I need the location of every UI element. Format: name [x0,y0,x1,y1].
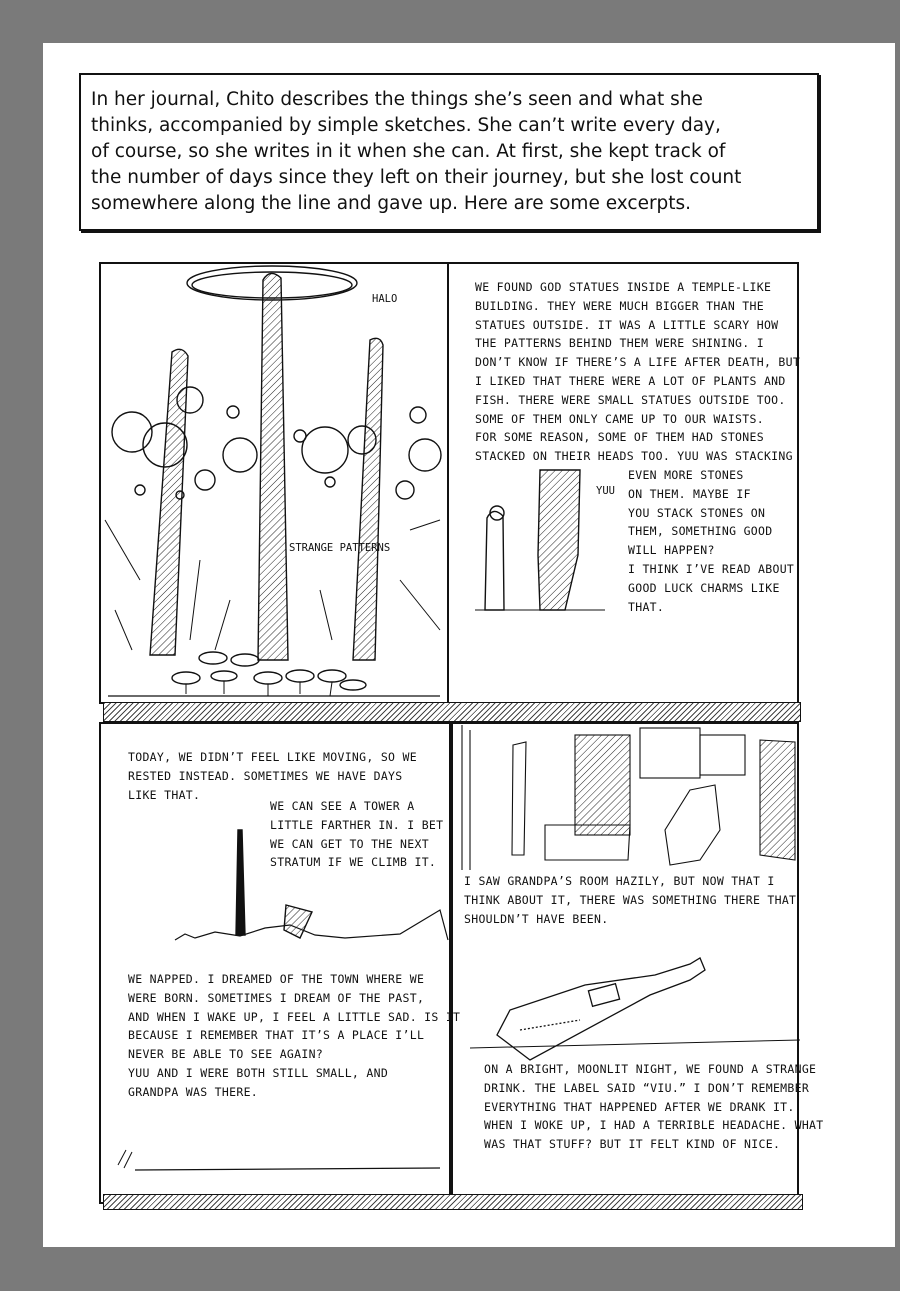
text-line: STRATUM IF WE CLIMB IT. [270,855,437,870]
text-line: GOOD LUCK CHARMS LIKE [628,580,780,595]
text-line: LITTLE FARTHER IN. I BET [270,817,444,832]
text-line: THINK ABOUT IT, THERE WAS SOMETHING THERE THAT [464,892,797,907]
journal-text-block [464,872,796,928]
journal-text-block [475,278,800,466]
statue-left-sketch [150,349,188,655]
text-line: I SAW GRANDPA’S ROOM HAZILY, BUT NOW THAT I [464,874,775,888]
text-line: WILL HAPPEN? [628,543,715,558]
text-line: BUILDING. THEY WERE MUCH BIGGER THAN THE [475,298,764,313]
journal-text-block [484,1060,824,1154]
journal-text-block [270,797,443,872]
yuu-figure-sketch [538,470,580,610]
statue-center-sketch [258,273,288,660]
narration-line: the number of days since they left on their journey, but she lost count [91,167,742,188]
text-line: SHOULDN’T HAVE BEEN. [464,911,609,926]
text-line: WE NAPPED. I DREAMED OF THE TOWN WHERE WE [128,972,425,986]
text-line: TODAY, WE DIDN’T FEEL LIKE MOVING, SO WE [128,750,417,764]
text-line: EVEN MORE STONES [628,468,744,482]
strange-patterns-label: STRANGE PATTERNS [289,542,391,554]
text-line: LIKE THAT. [128,787,201,802]
text-line: THE PATTERNS BEHIND THEM WERE SHINING. I [475,336,764,351]
tower-sketch [236,830,245,935]
text-line: I LIKED THAT THERE WERE A LOT OF PLANTS AND [475,373,786,388]
text-line: WE CAN GET TO THE NEXT [270,836,429,851]
narration-line: somewhere along the line and gave up. Here are some excerpts. [91,193,692,214]
text-line: FISH. THERE WERE SMALL STATUES OUTSIDE TOO. [475,392,786,407]
text-line: SOME OF THEM ONLY CAME UP TO OUR WAISTS. [475,411,764,426]
text-line: YOU STACK STONES ON [628,505,766,520]
text-line: ON THEM. MAYBE IF [628,486,751,501]
text-line: WAS THAT STUFF? BUT IT FELT KIND OF NICE. [484,1137,781,1152]
text-line: STATUES OUTSIDE. IT WAS A LITTLE SCARY HOW [475,317,779,332]
text-line: I THINK I’VE READ ABOUT [628,561,795,576]
text-line: THAT. [628,599,665,614]
text-line: STACKED ON THEIR HEADS TOO. YUU WAS STACKING [475,449,793,464]
text-line: WHEN I WOKE UP, I HAD A TERRIBLE HEADACHE. WHAT [484,1118,824,1133]
text-line: BECAUSE I REMEMBER THAT IT’S A PLACE I’LL [128,1028,425,1043]
text-line: RESTED INSTEAD. SOMETIMES WE HAVE DAYS [128,768,403,783]
text-line: EVERYTHING THAT HAPPENED AFTER WE DRANK IT. [484,1099,795,1114]
text-line: THEM, SOMETHING GOOD [628,524,773,539]
grandpa-room-sketch [462,725,795,870]
text-line: AND WHEN I WAKE UP, I FEEL A LITTLE SAD. IS IT [128,1009,461,1024]
text-line: DRINK. THE LABEL SAID “VIU.” I DON’T REMEMBER [484,1080,810,1095]
stacked-stone-sketch [490,506,504,520]
text-line: WERE BORN. SOMETIMES I DREAM OF THE PAST, [128,990,425,1005]
statue-right-sketch [353,338,383,660]
narration-line: In her journal, Chito describes the things she’s seen and what she [91,89,703,110]
text-line: FOR SOME REASON, SOME OF THEM HAD STONES [475,430,764,445]
small-statue-sketch [485,511,504,610]
text-line: WE FOUND GOD STATUES INSIDE A TEMPLE-LIKE [475,280,772,294]
text-line: WE CAN SEE A TOWER A [270,799,415,813]
narration-line: of course, so she writes in it when she can. At first, she kept track of [91,141,726,162]
text-line: YUU AND I WERE BOTH STILL SMALL, AND [128,1065,389,1080]
journal-text-block [628,466,794,616]
narration-line: thinks, accompanied by simple sketches. She can’t write every day, [91,115,721,136]
yuu-label: YUU [596,485,615,497]
text-line: NEVER BE ABLE TO SEE AGAIN? [128,1047,324,1062]
text-line: DON’T KNOW IF THERE’S A LIFE AFTER DEATH, BUT [475,355,801,370]
viu-bottle-sketch [470,958,800,1060]
ground-line-sketch [135,1168,440,1170]
journal-text-block [128,970,460,1102]
halo-label: HALO [372,293,398,305]
text-line: ON A BRIGHT, MOONLIT NIGHT, WE FOUND A STRANGE [484,1062,817,1076]
journal-text-block [128,748,417,804]
text-line: GRANDPA WAS THERE. [128,1084,259,1099]
